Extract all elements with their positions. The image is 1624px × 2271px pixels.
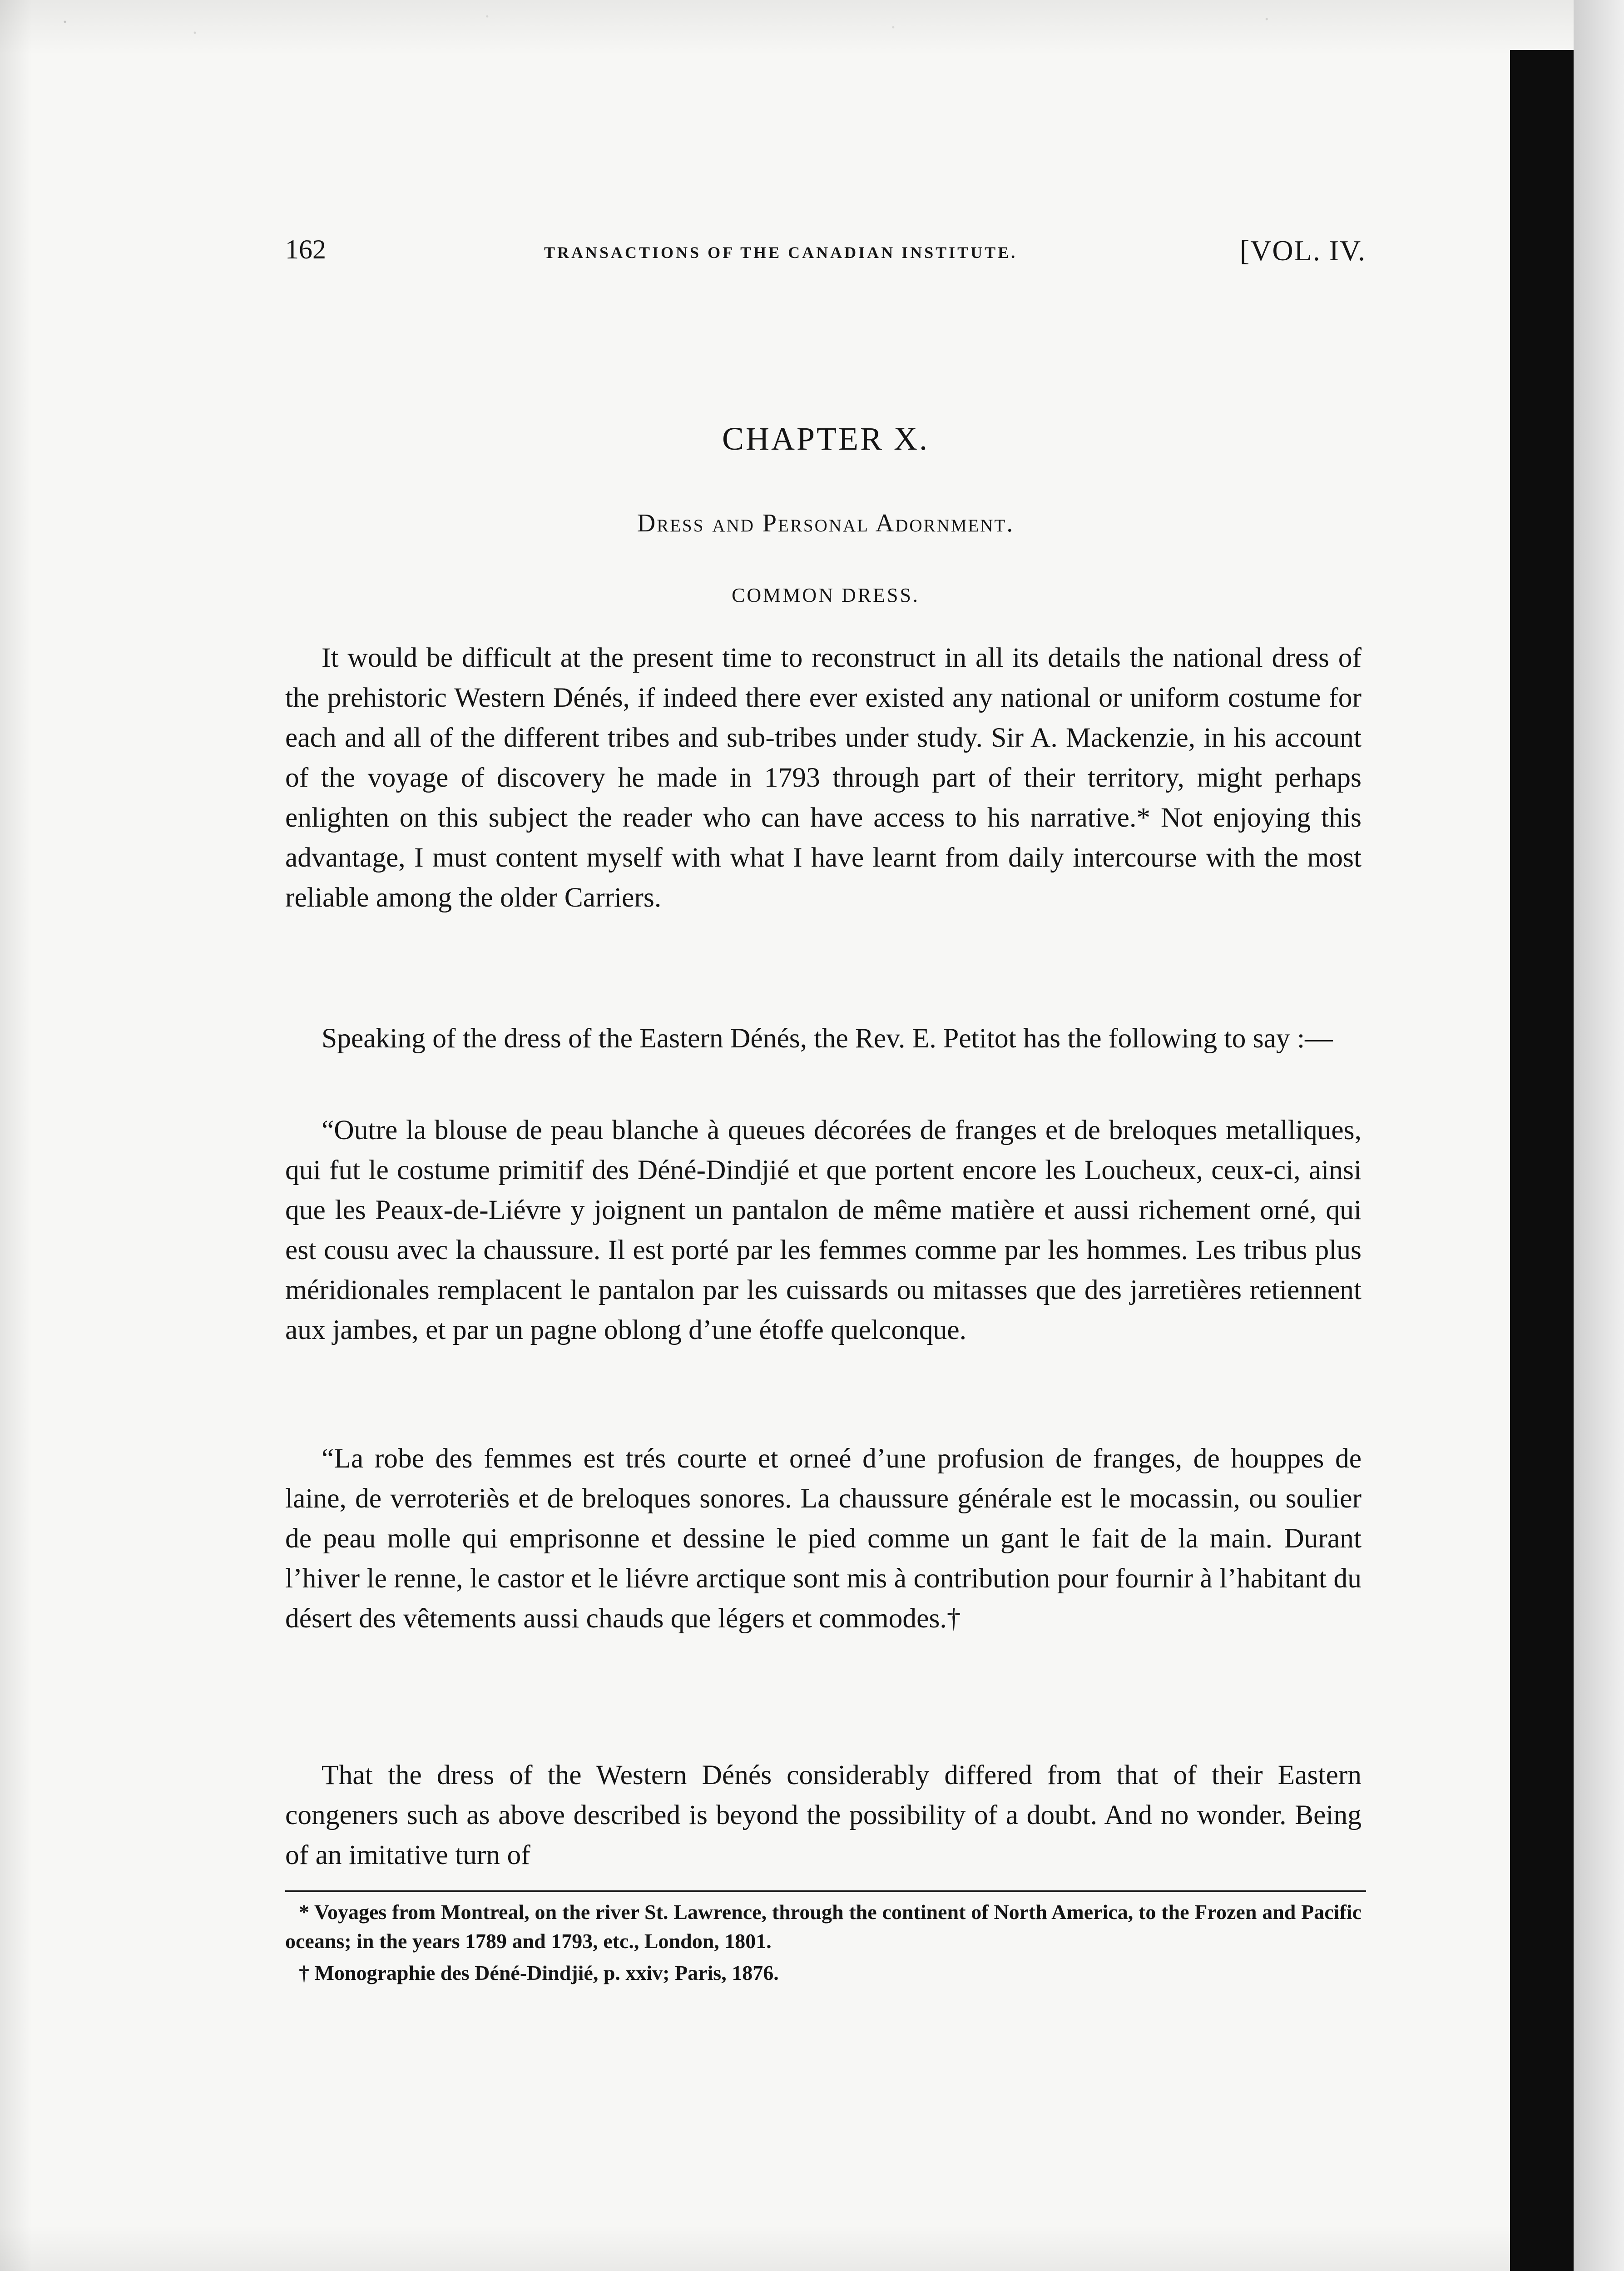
quoted-paragraph: “La robe des femmes est trés courte et orneé d’une profusion de franges, de houppes de laine, de verroteriès et de breloques sonores. La chaussure générale est le mocassin, ou soulier de peau molle qui emprisonne et dessine le pied comme un gant le fait de la main. Durant l’hiver le renne, le castor et le liévre arctique sont mis à contribution pour fournir à l’habitant du désert des vêtements aussi chauds que légers et commodes.† bbox=[285, 1443, 1362, 1634]
scan-edge-left bbox=[0, 0, 32, 2271]
volume-label: [VOL. IV. bbox=[1239, 234, 1366, 267]
binding-shadow bbox=[1510, 50, 1574, 2271]
body-paragraph: That the dress of the Western Dénés considerably differed from that of their Eastern congeners such as above described is beyond the possibility of a doubt. And no wonder. Being of an imitative turn of bbox=[285, 1760, 1362, 1870]
footnote: † Monographie des Déné-Dindjié, p. xxiv; Paris, 1876. bbox=[299, 1961, 779, 1984]
running-title: TRANSACTIONS OF THE CANADIAN INSTITUTE. bbox=[544, 243, 1018, 262]
page-number: 162 bbox=[285, 234, 326, 264]
scan-edge-bottom bbox=[0, 2226, 1624, 2271]
chapter-subtitle: Dress and Personal Adornment. bbox=[637, 509, 1015, 537]
section-heading: COMMON DRESS. bbox=[732, 584, 920, 606]
body-paragraph: Speaking of the dress of the Eastern Dénés, the Rev. E. Petitot has the following to say :— bbox=[322, 1023, 1333, 1054]
page-margin-right bbox=[1574, 0, 1624, 2271]
running-header bbox=[285, 229, 1366, 279]
quoted-paragraph: “Outre la blouse de peau blanche à queues décorées de franges et de breloques metalliques, qui fut le costume primitif des Déné-Dindjié et que portent encore les Loucheux, ceux-ci, ainsi que les Peaux-de-Liévre y joignent un pantalon de même matière et aussi richement orné, qui est cousu avec la chaussure. Il est porté par les femmes comme par les hommes. Les tribus plus méridionales remplacent le pantalon par les cuissards ou mitasses que des jarretières retiennent aux jambes, et par un pagne oblong d’une étoffe quelconque. bbox=[285, 1115, 1362, 1345]
scan-edge-top bbox=[0, 0, 1624, 55]
footnote: * Voyages from Montreal, on the river St. Lawrence, through the continent of North America, to the Frozen and Pacific oceans; in the years 1789 and 1793, etc., London, 1801. bbox=[285, 1900, 1362, 1953]
body-paragraph: It would be difficult at the present time to reconstruct in all its details the national dress of the prehistoric Western Dénés, if indeed there ever existed any national or uniform costume for each and all of the different tribes and sub-tribes under study. Sir A. Mackenzie, in his account of the voyage of discovery he made in 1793 through part of their territory, might perhaps enlighten on this subject the reader who can have access to his narrative.* Not enjoying this advantage, I must content myself with what I have learnt from daily intercourse with the most reliable among the older Carriers. bbox=[285, 642, 1362, 913]
footnote-divider bbox=[285, 1890, 1366, 1892]
chapter-title: CHAPTER X. bbox=[722, 421, 930, 457]
